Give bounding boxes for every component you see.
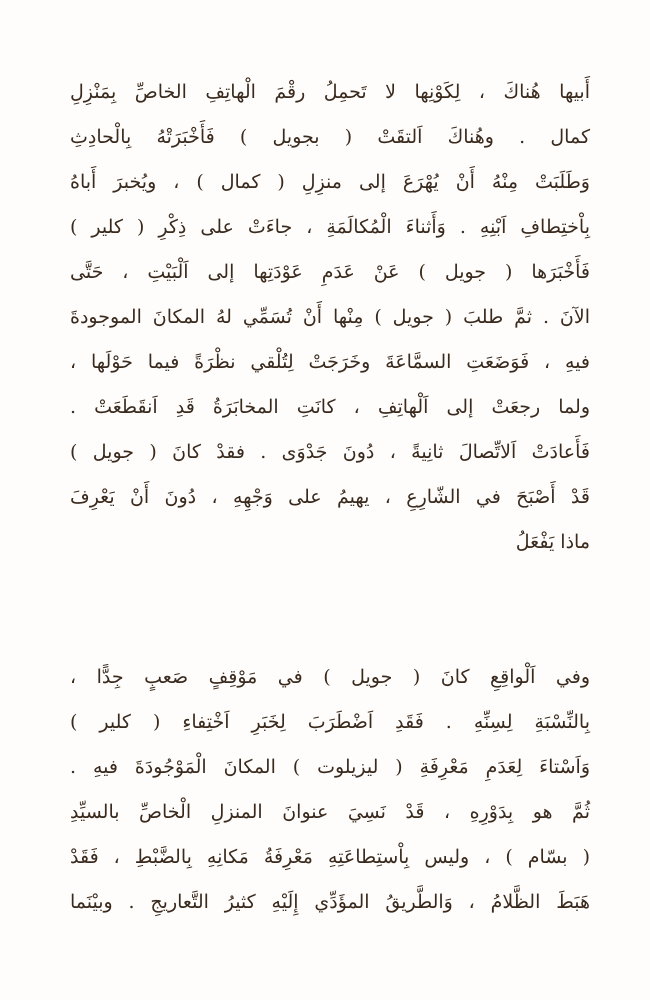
paragraph-2 [70, 655, 590, 925]
text-line: وفي اَلْواقِعِ كانَ ( جويل ) في مَوْقِفٍ صَعبٍ جِدًّا ، [70, 666, 590, 688]
text-line: كمال . وهُناكَ اَلتقَتْ ( بجويل ) فَأَخْبَرَتْهُ بِالْحادِثِ [70, 126, 590, 148]
text-line: فَأَعادَتْ اَلاتِّصالَ ثانِيةً ، دُونَ جَدْوَى . فقدْ كانَ ( جويل ) [70, 441, 590, 463]
text-line: ماذا يَفْعَلُ [515, 531, 590, 553]
text-line: قَدْ أَصْبَحَ في الشّارِعِ ، يهيمُ على وَجْهِهِ ، دُونَ أَنْ يَعْرِفَ [70, 486, 590, 508]
text-line: وَاَسْتاءَ لِعَدَمِ مَعْرِفَةِ ( ليزيلوت ) المكانَ الْمَوْجُودَةَ فيهِ . [70, 756, 590, 778]
text-line: ( بسّام ) ، وليس بِاْستِطاعَتِهِ مَعْرِفَةُ مَكانِهِ بِالضَّبْطِ ، فَقَدْ [70, 846, 590, 868]
text-line: بِاْختِطافِ اَبْنِهِ . وَأَثناءَ الْمُكالَمَةِ ، جاءَتْ على ذِكْرِ ( كلير ) [70, 216, 590, 238]
text-line: أَبيها هُناكَ ، لِكَوْنِها لا تَحمِلُ رقْمَ الْهاتِفِ الخاصِّ بِمَنْزِلِ [70, 81, 590, 103]
text-line: هَبَطَ الظَّلامُ ، وَالطَّريقُ المؤَدِّي إِلَيْهِ كثيرُ التَّعاريجِ . وبيْنَما [70, 891, 590, 913]
text-line: وَطَلَبَتْ مِنْهُ أَنْ يُهْرَعَ إلى منزِلِ ( كمال ) ، ويُخبرَ أَباهُ [70, 171, 590, 193]
text-line: بِالنِّسْبَةِ لِسِنِّهِ . فَقَدِ اَضْطَرَبَ لِخَبَرِ اَخْتِفاءِ ( كلير ) [70, 711, 590, 733]
text-line: ولما رجعَتْ إلى اَلْهاتِفِ ، كانَتِ المخابَرَةُ قَدِ اَنقَطَعَتْ . [70, 396, 590, 418]
text-line: الآنَ . ثمَّ طلبَ ( جويل ) مِنْها أَنْ تُسَمِّي لهُ المكانَ الموجودةَ [70, 306, 590, 328]
text-line: فيهِ ، فَوَضَعَتِ السمَّاعَةَ وخَرَجَتْ لِتُلْقي نظْرَةً فيما حَوْلَها ، [70, 351, 590, 373]
text-line: فَأَخْبَرَها ( جويل ) عَنْ عَدَمِ عَوْدَتِها إلى اَلْبَيْتِ ، حَتَّى [70, 261, 590, 283]
paragraph-1 [70, 70, 590, 565]
text-line: ثُمَّ هو بِدَوْرِهِ ، قَدْ نَسِيَ عنوانَ المنزلِ الْخاصِّ بالسيِّدِ [70, 801, 590, 823]
